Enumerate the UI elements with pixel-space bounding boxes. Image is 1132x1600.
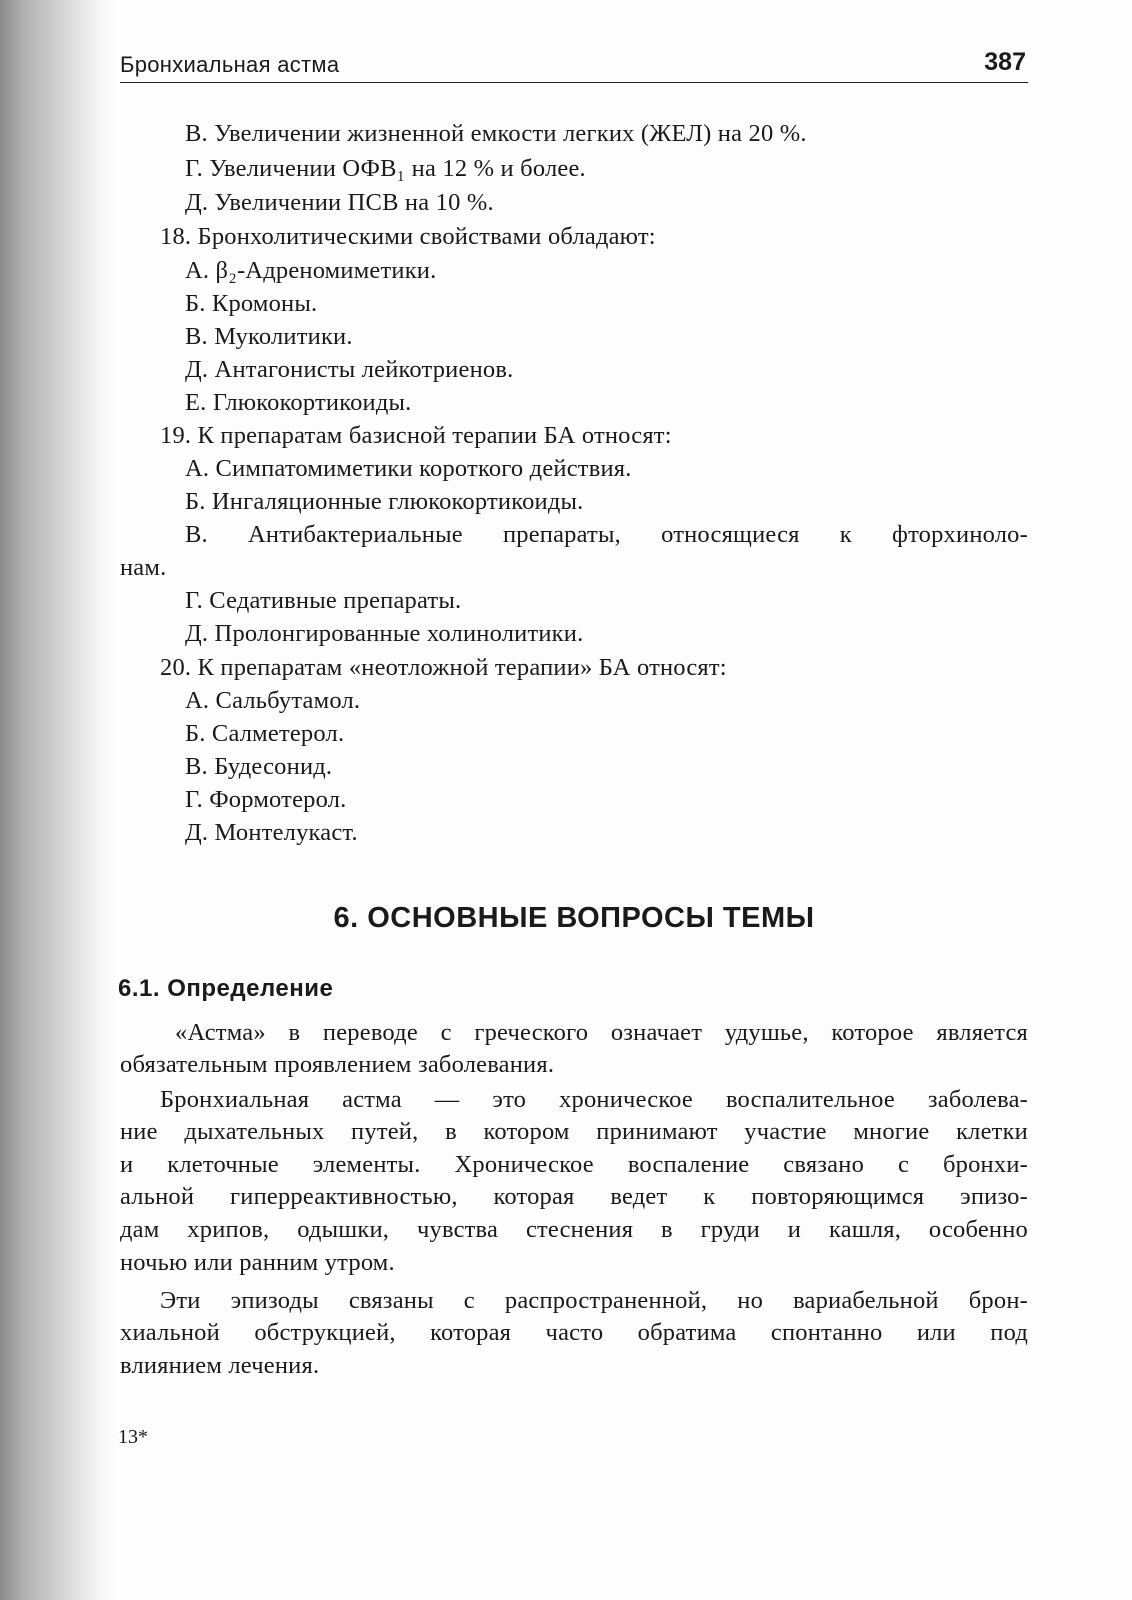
question-19-option-g: Г. Седативные препараты. xyxy=(185,587,462,614)
paragraph-2-line: и клеточные элементы. Хроническое воспаление связано с бронхи- xyxy=(120,1151,1028,1178)
question-19-option-v: В. Антибактериальные препараты, относящиеся к фторхиноло- xyxy=(185,521,1028,548)
question-19-option-d: Д. Пролонгированные холинолитики. xyxy=(185,620,584,647)
paragraph-2-line: ночью или ранним утром. xyxy=(120,1249,395,1276)
section-title: 6. ОСНОВНЫЕ ВОПРОСЫ ТЕМЫ xyxy=(333,902,815,934)
paragraph-3-line: влиянием лечения. xyxy=(120,1352,320,1379)
paragraph-1-line: обязательным проявлением заболевания. xyxy=(120,1051,555,1078)
question-20-option-b: Б. Салметерол. xyxy=(185,720,345,747)
question-18-option-a: А. β₂-Адреномиметики. xyxy=(185,257,437,284)
question-18-option-v: В. Муколитики. xyxy=(185,323,353,350)
running-head-title: Бронхиальная астма xyxy=(120,52,340,77)
question-17-option-v: В. Увеличении жизненной емкости легких (ЖЕЛ) на 20 %. xyxy=(185,120,807,147)
question-20-option-a: А. Сальбутамол. xyxy=(185,687,361,714)
question-20-option-v: В. Будесонид. xyxy=(185,753,333,780)
question-18-option-d: Д. Антагонисты лейкотриенов. xyxy=(185,356,514,383)
paragraph-3-line: Эти эпизоды связаны с распространенной, но вариабельной брон- xyxy=(160,1287,1028,1314)
paragraph-3-line: хиальной обструкцией, которая часто обратима спонтанно или под xyxy=(120,1319,1028,1346)
page-number: 387 xyxy=(984,48,1026,76)
question-18-stem: 18. Бронхолитическими свойствами обладают: xyxy=(160,223,656,250)
question-19-option-a: А. Симпатомиметики короткого действия. xyxy=(185,455,632,482)
question-20-option-d: Д. Монтелукаст. xyxy=(185,819,358,846)
question-17-option-d: Д. Увеличении ПСВ на 10 %. xyxy=(185,189,494,216)
question-17-option-g: Г. Увеличении ОФВ₁ на 12 % и более. xyxy=(185,155,586,182)
question-18-option-e: Е. Глюкокортикоиды. xyxy=(185,389,412,416)
paragraph-2-line: Бронхиальная астма — это хроническое воспалительное заболева- xyxy=(160,1086,1028,1113)
binding-shadow xyxy=(0,0,115,1600)
paragraph-1-line: «Астма» в переводе с греческого означает удушье, которое является xyxy=(175,1019,1028,1046)
question-18-option-b: Б. Кромоны. xyxy=(185,290,318,317)
question-19-option-v-continued: нам. xyxy=(120,554,167,581)
question-20-stem: 20. К препаратам «неотложной терапии» БА относят: xyxy=(160,654,727,681)
question-20-option-g: Г. Формотерол. xyxy=(185,786,347,813)
question-19-stem: 19. К препаратам базисной терапии БА относят: xyxy=(160,422,672,449)
signature-mark: 13* xyxy=(118,1426,148,1448)
running-head xyxy=(120,50,1028,83)
question-19-option-b: Б. Ингаляционные глюкокортикоиды. xyxy=(185,488,584,515)
paragraph-2-line: дам хрипов, одышки, чувства стеснения в груди и кашля, особенно xyxy=(120,1216,1028,1243)
paragraph-2-line: ние дыхательных путей, в котором принимают участие многие клетки xyxy=(120,1118,1028,1145)
subsection-title: 6.1. Определение xyxy=(118,975,334,1002)
paragraph-2-line: альной гиперреактивностью, которая ведет к повторяющимся эпизо- xyxy=(120,1183,1028,1210)
